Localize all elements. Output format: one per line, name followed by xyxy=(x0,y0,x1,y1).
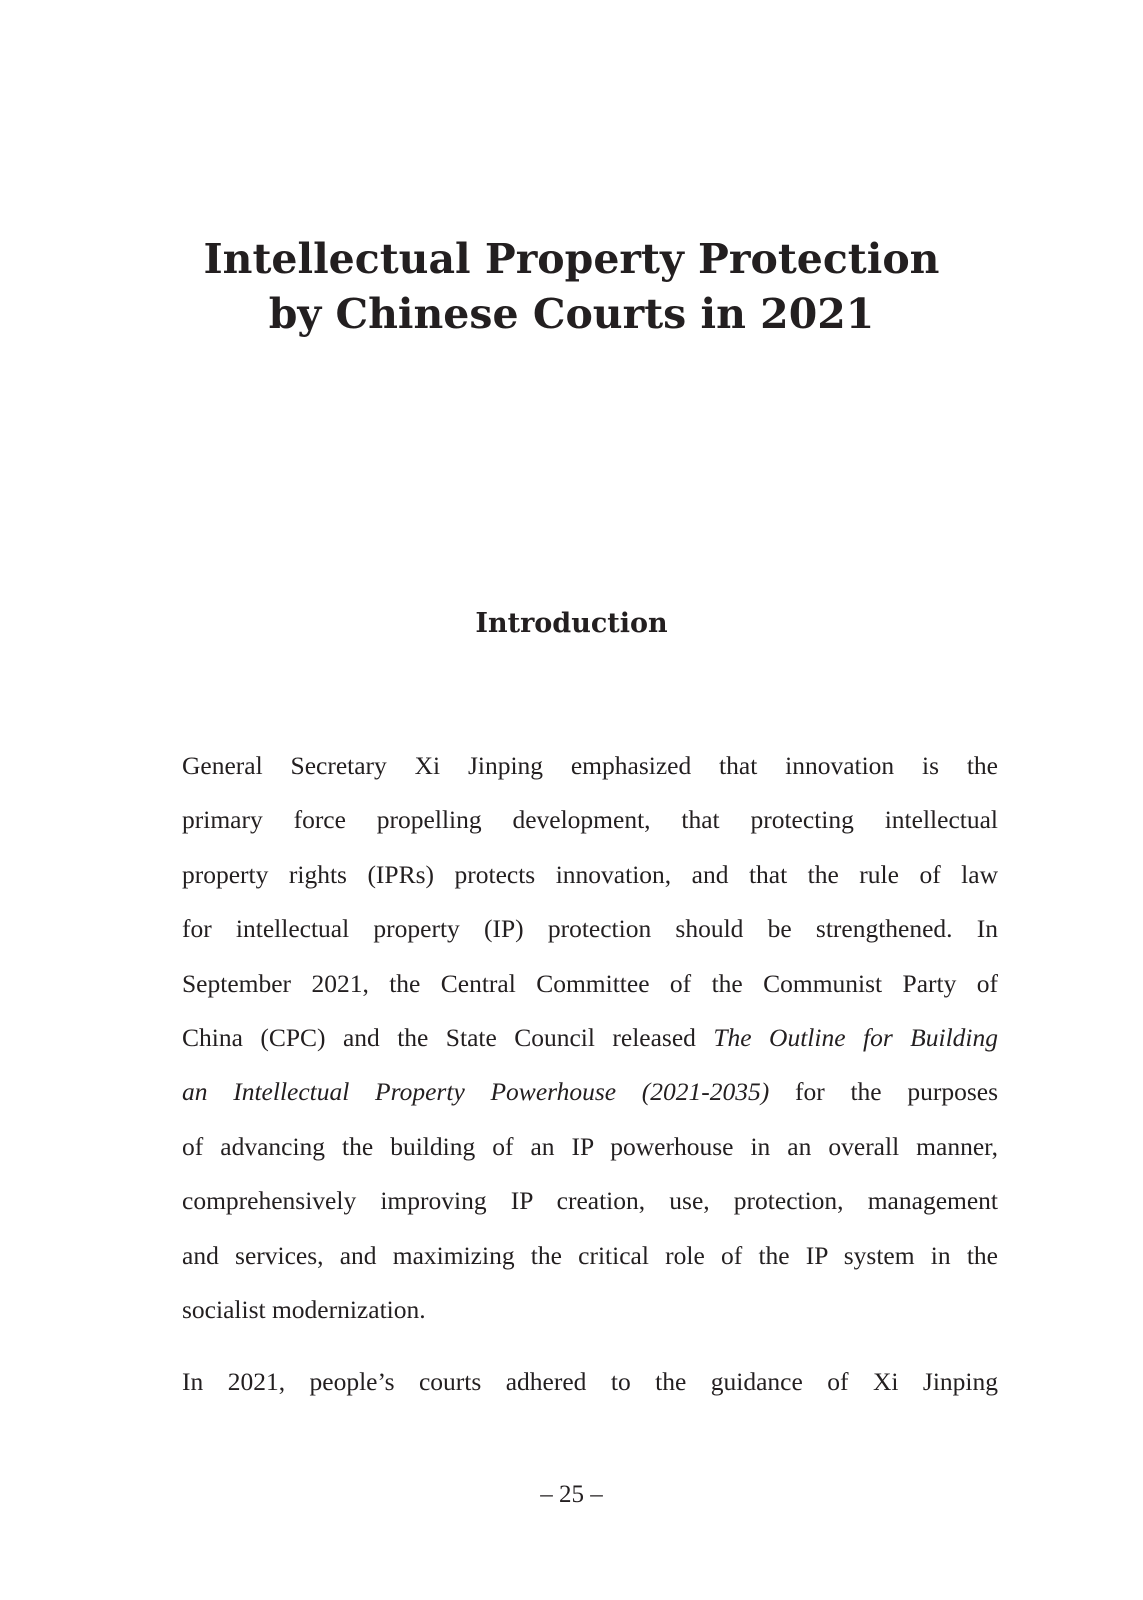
paragraph-text: for the purposes xyxy=(769,1077,999,1107)
paragraph-intro xyxy=(182,739,998,1337)
paragraph-line: for intellectual property (IP) protection should be strengthened. In xyxy=(182,914,998,944)
paragraph-line: socialist modernization. xyxy=(182,1294,426,1324)
page-title xyxy=(0,232,1143,342)
section-heading: Introduction xyxy=(475,608,668,639)
paragraph-line xyxy=(182,1065,998,1119)
paragraph-line: September 2021, the Central Committee of the Communist Party of xyxy=(182,968,998,998)
title-line-1: Intellectual Property Protection xyxy=(203,235,940,283)
paragraph-line: of advancing the building of an IP powerhouse in an overall manner, xyxy=(182,1131,998,1161)
paragraph-courts xyxy=(182,1355,998,1409)
paragraph-line: primary force propelling development, that protecting intellectual xyxy=(182,805,998,835)
paragraph-line: General Secretary Xi Jinping emphasized that innovation is the xyxy=(182,751,998,780)
outline-title-italic: an Intellectual Property Powerhouse (2021-2035) xyxy=(182,1077,770,1107)
page-number: – 25 – xyxy=(540,1481,603,1508)
paragraph-text: China (CPC) and the State Council released xyxy=(182,1022,714,1052)
paragraph-line: comprehensively improving IP creation, use, protection, management xyxy=(182,1186,998,1216)
paragraph-line xyxy=(182,1011,998,1065)
paragraph-line: In 2021, people’s courts adhered to the guidance of Xi Jinping xyxy=(182,1367,998,1396)
paragraph-line: and services, and maximizing the critical role of the IP system in the xyxy=(182,1240,998,1270)
outline-title-italic: The Outline for Building xyxy=(713,1022,999,1052)
paragraph-line: property rights (IPRs) protects innovation, and that the rule of law xyxy=(182,859,998,889)
title-line-2: by Chinese Courts in 2021 xyxy=(268,290,875,338)
